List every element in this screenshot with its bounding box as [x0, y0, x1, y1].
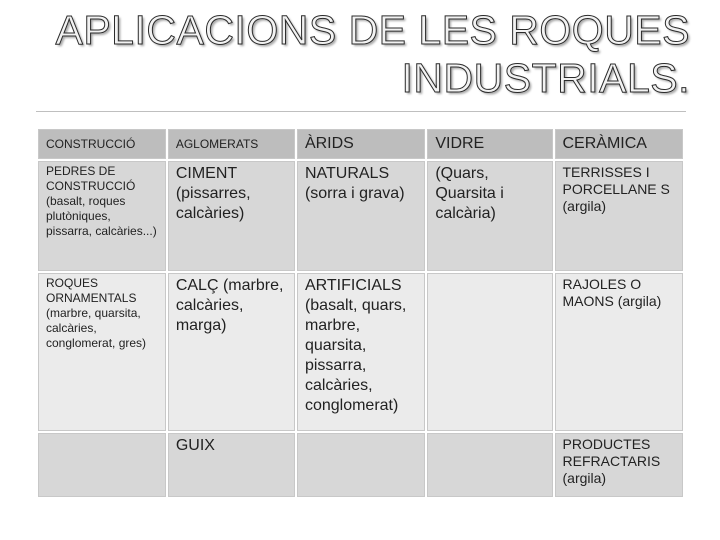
cell-aglomerats: GUIX — [168, 433, 295, 497]
cell-construccio-detail: (basalt, roques plutòniques, pissarra, calcàries...) — [46, 194, 157, 238]
cell-construccio — [38, 433, 166, 497]
header-arids: ÀRIDS — [297, 129, 425, 159]
cell-construccio-detail: (marbre, quarsita, calcàries, conglomerat, gres) — [46, 306, 147, 350]
cell-aglomerats: CALÇ (marbre, calcàries, marga) — [168, 273, 295, 431]
cell-construccio-main: ROQUES ORNAMENTALS — [46, 276, 137, 305]
cell-arids: ARTIFICIALS (basalt, quars, marbre, quarsita, pissarra, calcàries, conglomerat) — [297, 273, 425, 431]
header-aglomerats: AGLOMERATS — [168, 129, 295, 159]
table-header-row — [38, 129, 683, 159]
cell-ceramica: RAJOLES O MAONS (argila) — [555, 273, 684, 431]
cell-construccio — [38, 273, 166, 431]
cell-aglomerats: CIMENT (pissarres, calcàries) — [168, 161, 295, 271]
table-row — [38, 161, 683, 271]
slide-title-line-2: INDUSTRIALS. — [401, 55, 690, 101]
table-row — [38, 273, 683, 431]
cell-vidre — [427, 433, 552, 497]
cell-vidre: (Quars, Quarsita i calcària) — [427, 161, 552, 271]
title-divider — [36, 111, 686, 112]
cell-construccio-main: PEDRES DE CONSTRUCCIÓ — [46, 164, 136, 193]
cell-vidre — [427, 273, 552, 431]
header-ceramica: CERÀMICA — [555, 129, 684, 159]
cell-ceramica-main: TERRISSES I PORCELLANE S — [562, 164, 670, 197]
header-construccio: CONSTRUCCIÓ — [38, 129, 166, 159]
slide-title-line-1: APLICACIONS DE LES ROQUES — [55, 7, 690, 53]
cell-ceramica — [555, 161, 684, 271]
table-row — [38, 433, 683, 497]
cell-arids — [297, 433, 425, 497]
header-vidre: VIDRE — [427, 129, 552, 159]
cell-ceramica-detail: (argila) — [562, 198, 607, 214]
cell-arids: NATURALS (sorra i grava) — [297, 161, 425, 271]
slide-title — [40, 6, 690, 102]
rock-applications-table — [36, 127, 685, 499]
cell-construccio — [38, 161, 166, 271]
cell-ceramica: PRODUCTES REFRACTARIS (argila) — [555, 433, 684, 497]
